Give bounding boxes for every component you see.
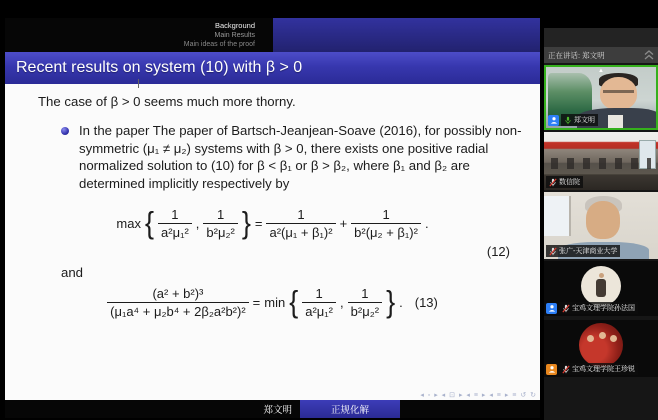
nav-section-background: Background [214,21,255,30]
participant-name: 郑文明 [574,117,595,124]
sidebar-top-strip [544,28,658,47]
beamer-footline [5,400,540,418]
mic-muted-icon [562,365,570,374]
footline-spacer [400,400,540,418]
eq12-frac3: $\frac{1}{\text{a²(μ₁ + β₁)²}}$ [266,207,335,240]
expand-arrow-icon[interactable]: ▲ [598,68,604,74]
collapse-sidebar-icon[interactable] [644,50,654,60]
slide-title: Recent results on system (10) with β > 0 [5,52,540,84]
participant-name: 数信院 [559,179,580,186]
eq13-right-brace: } [386,285,396,320]
avatar-badge-icon [548,115,559,126]
participant-5-label [546,363,638,375]
eq12-frac1: $\frac{1}{\text{a²μ₁²}}$ [158,207,192,240]
participant-name: 宝鸡文理学院王珍锐 [572,366,635,373]
eq13-period: . [399,295,403,311]
eq12-max: max [116,216,141,232]
beamer-headline [5,18,540,52]
equation-13 [5,286,540,319]
eq12-equals: = [254,216,263,232]
eq13-frac3: $\frac{1}{\text{b²μ₂²}}$ [348,286,382,319]
bullet-icon [61,127,69,135]
shared-screen-slide [5,18,540,400]
footline-author: 郑文明 [263,405,292,416]
eq13-equals: = [252,295,261,311]
beamer-section-nav [5,18,273,52]
equation-12 [5,207,540,240]
eq12-period: . [424,216,429,232]
participant-name: 张广-天津商业大学 [559,248,618,255]
footline-short-title: 正规化解 [300,400,400,418]
nav-section-main-results: Main Results [214,32,255,39]
mic-muted-icon [562,304,570,313]
eq12-frac4: $\frac{1}{\text{b²(μ₂ + β₁)²}}$ [351,207,421,240]
participant-video-5[interactable] [544,320,658,377]
participant-video-2[interactable] [544,132,658,190]
and-label: and [61,265,84,281]
participant-2-label [546,176,583,188]
eq12-plus: + [339,216,348,232]
eq13-frac1: $\frac{\text{(a² + b²)³}}{\text{(μ₁a⁴ + μ₂b⁴ + 2β₂a²b²)²}}$ [107,286,249,319]
mic-muted-icon [549,247,557,256]
bullet-text: In the paper The paper of Bartsch-Jeanjean-Soave (2016), for possibly non-symmetric (μ₁ ≠ μ₂) systems with β > 0, there exists one positive radial normalized solution to (10) for β < β₁ or β > β₂, where β₁ and β₂ are determined implicitly respectively by [79,123,522,191]
eq12-comma: , [195,216,200,232]
participants-sidebar [544,28,658,420]
eq13-frac2: $\frac{1}{\text{a²μ₁²}}$ [302,286,336,319]
eq12-frac2: $\frac{1}{\text{b²μ₂²}}$ [203,207,237,240]
eq12-right-brace: } [241,206,251,241]
participant-name: 宝鸡文理学院孙法国 [572,305,635,312]
intro-line: The case of β > 0 seems much more thorny. [38,94,296,109]
eq13-comma: , [340,295,344,311]
avatar-badge-icon [546,303,557,314]
equation-12-tag: (12) [486,244,510,260]
mic-muted-icon [549,178,557,187]
bullet-item [61,122,525,192]
speaking-indicator-bar [544,47,658,63]
beamer-headline-blue-block [273,18,540,52]
equation-13-tag: (13) [414,295,438,311]
participant-3-label [546,245,620,257]
text-cursor [138,79,139,88]
eq13-min: min [264,295,286,311]
participant-video-4[interactable] [544,261,658,316]
nav-section-main-ideas: Main ideas of the proof [183,41,255,48]
participant-4-label [546,302,638,314]
beamer-navigation-symbols: ◂ ▫ ▸ ◂ ⊡ ▸ ◂ ≡ ▸ ◂ ≡ ▸ ≡ ↺ ↻ [420,392,537,399]
avatar-badge-icon [546,364,557,375]
eq13-left-brace: { [289,285,299,320]
participant-video-3[interactable] [544,192,658,259]
speaking-label: 正在讲话: 郑文明 [548,50,605,60]
eq12-left-brace: { [144,206,155,241]
mic-on-icon [564,116,572,125]
slide-body [5,84,540,400]
participant-video-1[interactable] [544,65,658,130]
participant-1-label [548,114,598,126]
